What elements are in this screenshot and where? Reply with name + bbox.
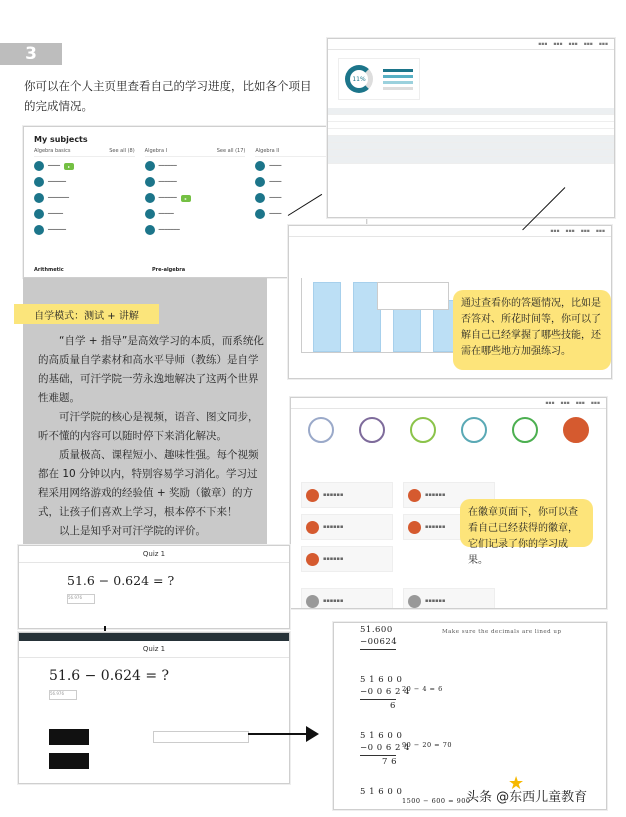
badge-card[interactable]: ▪▪▪▪▪▪ [301,546,393,572]
skill-icon [255,177,265,187]
hint-button[interactable] [153,731,249,743]
division-screenshot: 51.600 −00624 Make sure the decimals are lined up 5 1 6 0 0 −0 0 6 2 4 6 20 − 4 = 6 5 1 6 0 0 −0 0 6 2 4 7 6 90 − 20 = 70 5 1 6 0 0 1500 − 600 = 900 ★ [333,622,607,810]
subject-heading: Pre-algebra [152,267,186,273]
division-line: 20 − 4 = 6 [402,685,443,693]
subject-item[interactable]: ━━━━━━ [145,161,246,171]
skill-icon [34,161,44,171]
badge-card[interactable]: ▪▪▪▪▪▪ [301,514,393,540]
subject-item[interactable]: ━━━━━━━ [34,193,135,203]
answer-input[interactable]: 56.976 [67,594,95,604]
quiz-expression: 51.6 − 0.624 = ? [49,668,170,684]
skill-icon [255,209,265,219]
badges-callout: 在徽章页面下，你可以查看自己已经获得的徽章，它们记录了你的学习成果。 [460,499,593,547]
top-nav: ▪▪▪ ▪▪▪ ▪▪▪ ▪▪▪ [289,226,611,237]
paragraph: 可汗学院的核心是视频，语音、图文同步，听不懂的内容可以随时停下来消化解决。 [38,411,259,442]
skill-icon [145,225,155,235]
quiz-title: Quiz 1 [19,641,289,658]
chart-bar [313,282,341,352]
subject-item[interactable]: ━━━━ [255,177,356,187]
paragraph: 质量极高、课程短小、趣味性强。每个视频都在 10 分钟以内，特别容易学习消化。学习过程采用网络游戏的经验值 + 奖励（徽章）的方式，让孩子们喜欢上学习，根本停不下来！ [38,449,259,518]
division-note: Make sure the decimals are lined up [442,629,562,635]
answer-input[interactable]: 56.976 [49,690,77,700]
badge-card[interactable]: ▪▪▪▪▪▪ [403,482,495,508]
subject-heading: Algebra basics [34,148,71,154]
subject-column [34,148,135,241]
star-icon: ★ [508,773,525,794]
skill-icon [145,177,155,187]
chart-tooltip [377,282,449,310]
start-button[interactable]: ▸ [64,163,74,170]
subject-item[interactable]: ━━━━ [255,193,356,203]
skill-icon [145,209,155,219]
intro-text: 你可以在个人主页里查看自己的学习进度，比如各个项目的完成情况。 [24,79,312,113]
subject-heading: Algebra I [144,148,168,154]
quiz-screenshot [18,545,290,629]
skill-icon [34,225,44,235]
division-line: −00624 [360,637,398,647]
badge-card[interactable]: ▪▪▪▪▪▪ [403,588,495,609]
section-tag: 自学模式：测试 + 讲解 [14,304,159,324]
subject-item[interactable]: ━━━━━━ [34,225,135,235]
see-all-link[interactable]: See all (17) [216,148,246,154]
subject-item[interactable]: ━━━━━━ [145,177,246,187]
paragraph: 以上是知乎对可汗学院的评价。 [59,525,206,537]
subject-item[interactable]: ━━━━━━ ▸ [145,193,246,203]
progress-callout: 通过查看你的答题情况，比如是否答对、所花时间等，你可以了解自己已经掌握了哪些技能，还需在哪些地方加强练习。 [453,290,611,370]
division-line: 1500 − 600 = 900 [402,797,471,805]
top-nav: ▪▪▪ ▪▪▪ ▪▪▪ ▪▪▪ ▪▪▪ [328,39,614,50]
arrow-right-icon [306,726,319,742]
skill-icon [255,161,265,171]
subject-item[interactable]: ━━━━ [255,209,356,219]
badge-icon[interactable] [359,417,385,443]
quiz-expression: 51.6 − 0.624 = ? [67,573,175,588]
skill-icon [34,193,44,203]
badge-card[interactable]: ▪▪▪▪▪▪ [403,514,495,540]
paragraph: “自学 + 指导”是高效学习的本质，而系统化的高质量自学素材和高水平导师（教练）是自学的基础，可汗学院一劳永逸地解决了这两个世界性难题。 [38,335,264,404]
badge-icon[interactable] [308,417,334,443]
subject-column [145,148,246,241]
progress-donut: 11% [345,65,373,93]
watermark: 头条 @东西儿童教育 [466,790,588,805]
skill-icon [145,193,155,203]
skill-icon [145,161,155,171]
see-all-link[interactable]: See all (8) [109,148,135,154]
badge-icon[interactable] [410,417,436,443]
subject-item[interactable]: ━━━━━━━ [145,225,246,235]
subject-item[interactable]: ━━━━ [255,161,356,171]
skill-icon [255,193,265,203]
video-thumbnail[interactable] [49,729,89,745]
badge-card[interactable]: ▪▪▪▪▪▪ [301,588,393,609]
subject-item[interactable]: ━━━━━━ [34,177,135,187]
subject-item[interactable]: ━━━━ ▸ [34,161,135,171]
progress-screenshot [327,38,615,218]
subject-heading: Arithmetic [34,267,64,273]
quiz-title: Quiz 1 [19,546,289,563]
quiz-screenshot [18,632,290,784]
skill-icon [34,177,44,187]
start-button[interactable]: ▸ [181,195,191,202]
badge-icon[interactable] [461,417,487,443]
subjects-title: My subjects [34,135,88,144]
subject-item[interactable]: ━━━━━ [34,209,135,219]
badge-icon[interactable] [563,417,589,443]
description-text [38,332,264,541]
subject-heading: Algebra II [255,148,280,154]
division-line: 51.600 [360,625,393,635]
division-line: 90 − 20 = 70 [402,741,452,749]
badge-icon[interactable] [512,417,538,443]
skill-icon [34,209,44,219]
step-number: 3 [0,43,62,65]
video-thumbnail[interactable] [49,753,89,769]
badge-card[interactable]: ▪▪▪▪▪▪ [301,482,393,508]
top-nav: ▪▪▪ ▪▪▪ ▪▪▪ ▪▪▪ [291,398,606,409]
subject-item[interactable]: ━━━━━ [145,209,246,219]
